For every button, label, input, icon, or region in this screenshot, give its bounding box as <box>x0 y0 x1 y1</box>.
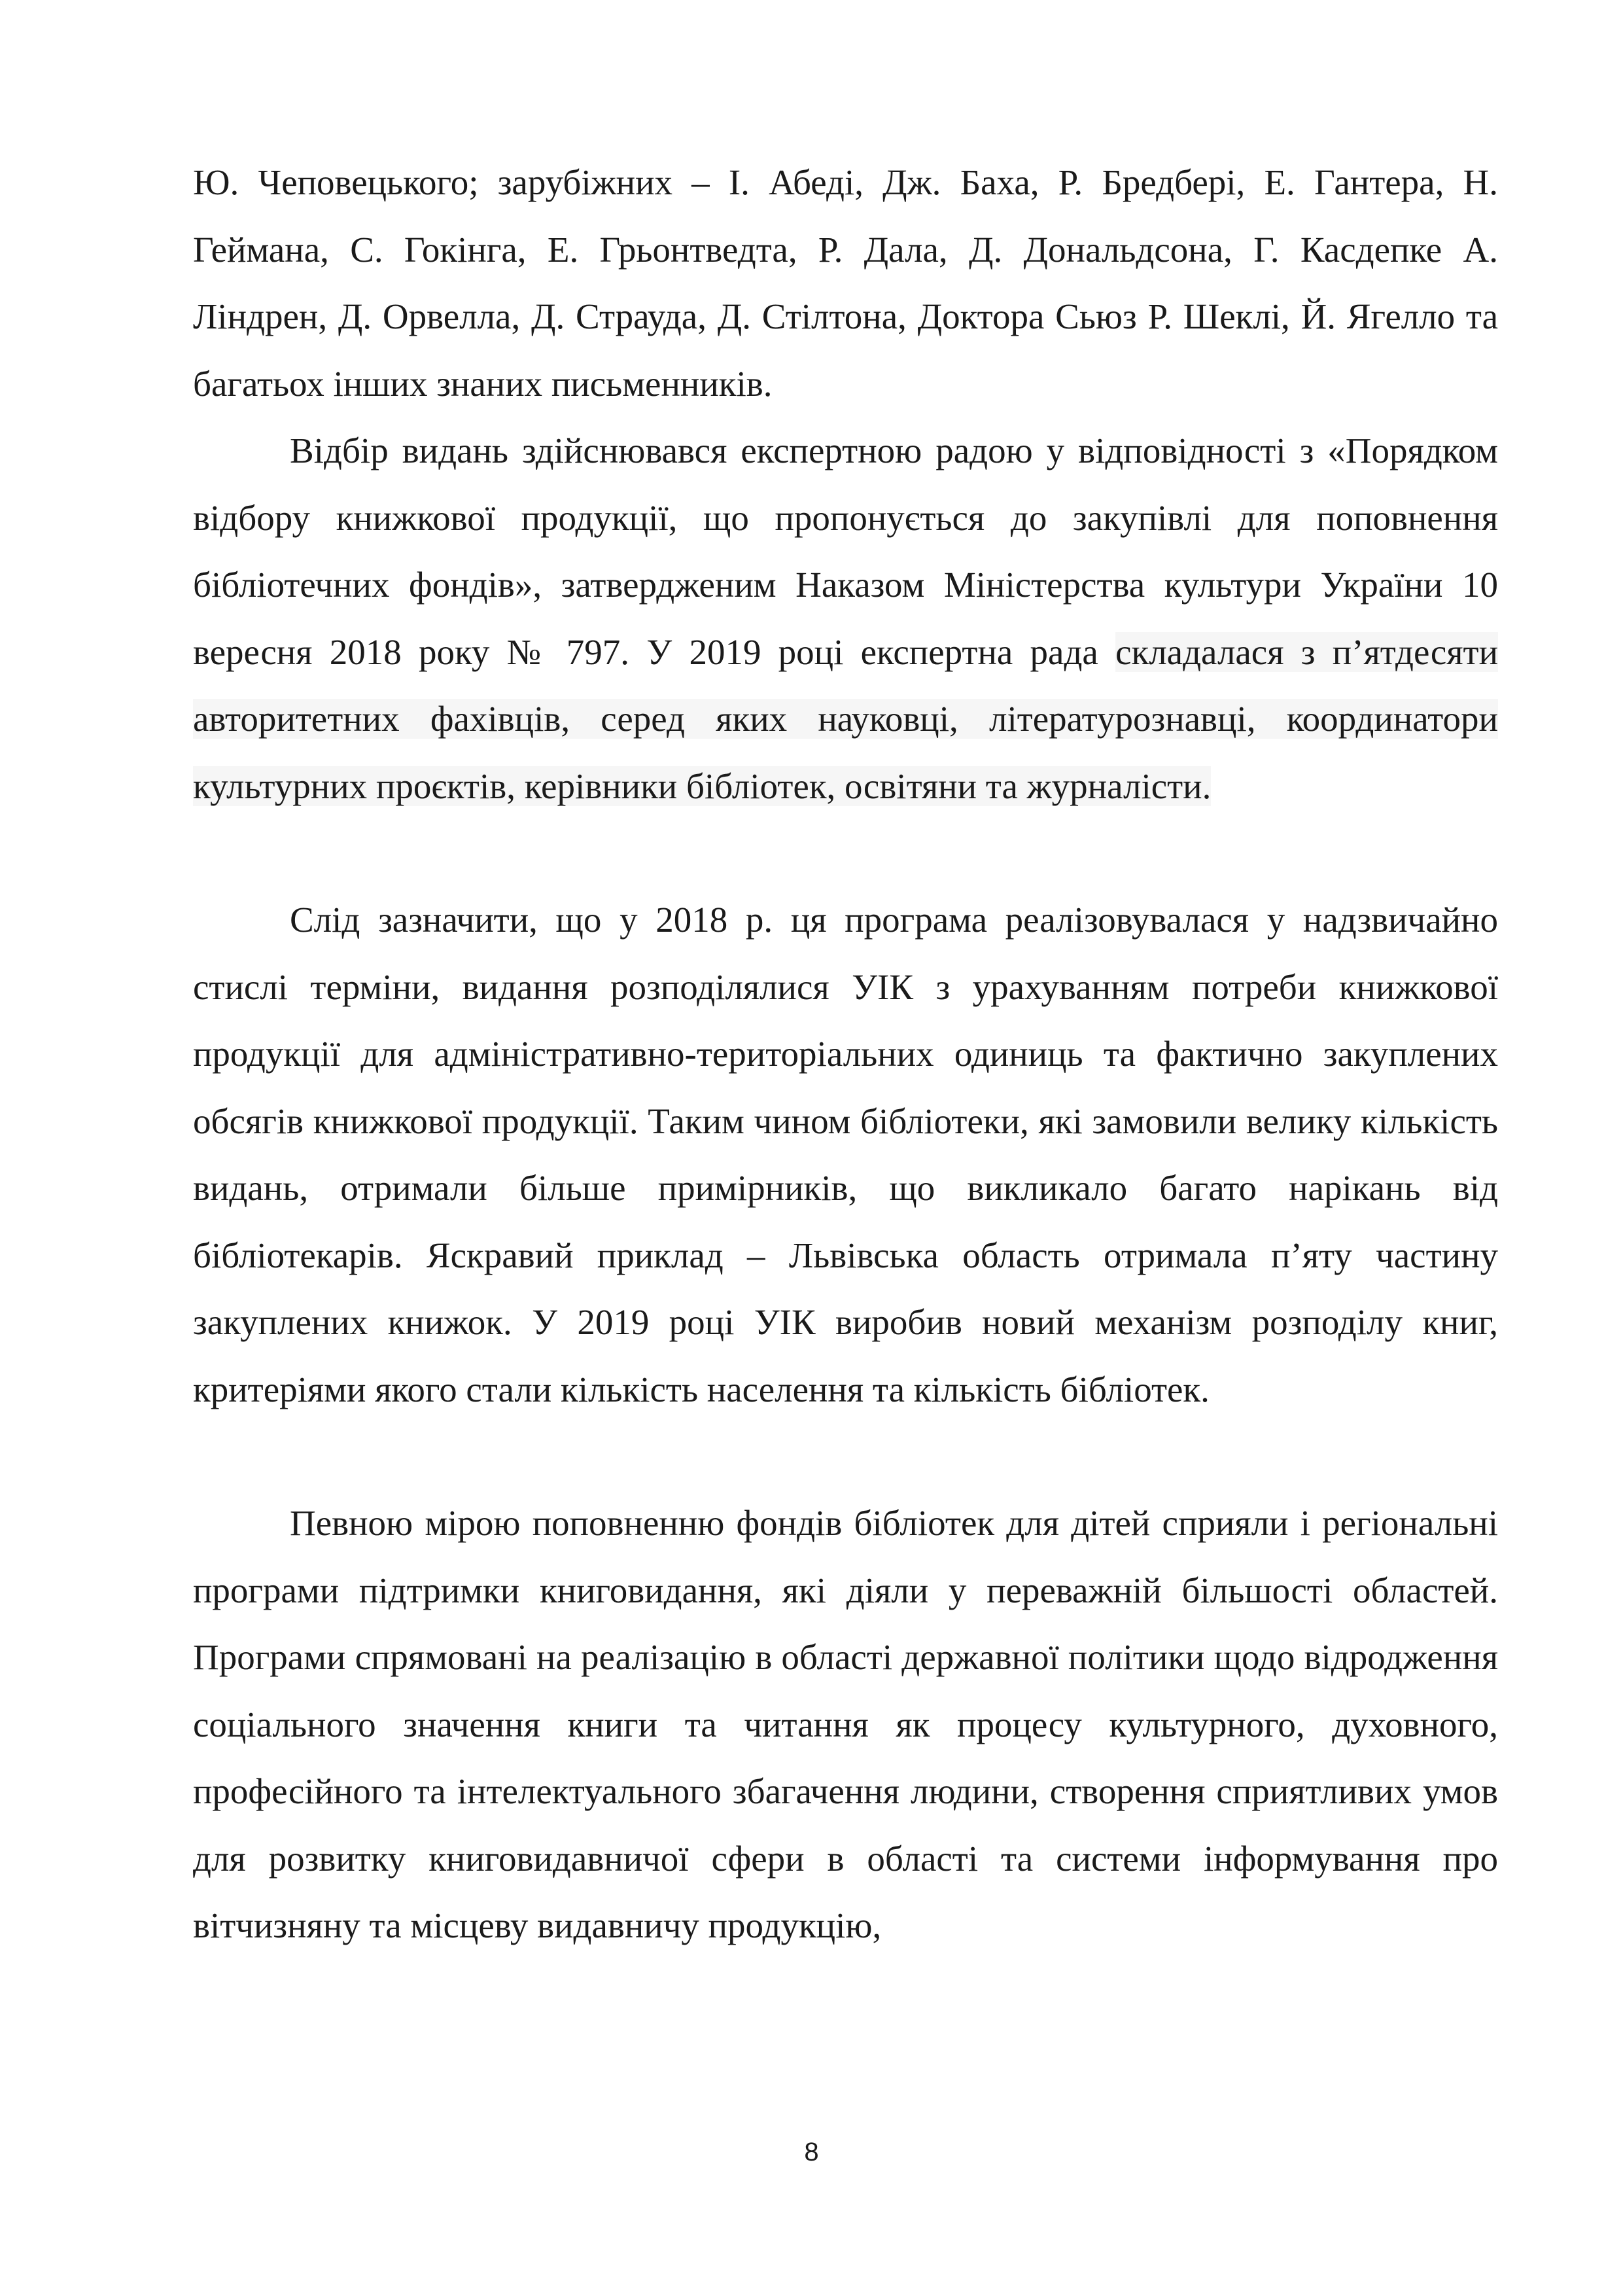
paragraph-regional-programs <box>193 1490 1498 1960</box>
paragraph-continuation <box>193 149 1498 417</box>
paragraph-text: Слід зазначити, що у 2018 р. ця програма реалізовувалася у надзвичайно стислі терміни, видання розподілялися УІК з урахуванням потреби книжкової продукції для адміністративно-територіальних одиниць та фактично закуплених обсягів книжкової продукції. Таким чином бібліотеки, які замовили велику кількість видань, отримали більше примірників, що викликало багато нарікань від бібліотекарів. Яскравий приклад – Львівська область отримала п’яту частину закуплених книжок. У 2019 році УІК виробив новий механізм розподілу книг, критеріями якого стали кількість населення та кількість бібліотек. <box>193 900 1498 1409</box>
page-number: 8 <box>804 2138 819 2166</box>
paragraph-text: Ю. Чеповецького; зарубіжних – І. Абеді, Дж. Баха, Р. Бредбері, Е. Гантера, Н. Геймана, С. Гокінга, Е. Грьонтведта, Р. Дала, Д. Дональдсона, Г. Касдепке А. Ліндрен, Д. Орвелла, Д. Страуда, Д. Стілтона, Доктора Сьюз Р. Шеклі, Й. Ягелло та багатьох інших знаних письменників. <box>193 162 1498 404</box>
highlighted-text: складалася з п’ятдесяти авторитетних фахівців, серед яких науковці, літературознавці, координатори культурних проєктів, керівники бібліотек, освітяни та журналісти. <box>193 631 1499 806</box>
paragraph-text: Відбір видань здійснювався експертною радою у відповідності з «Порядком відбору книжкової продукції, що пропонується до закупівлі для поповнення бібліотечних фондів», затвердженим Наказом Міністерства культури України 10 вересня 2018 року № 797. У 2019 році експертна рада <box>193 431 1498 672</box>
paragraph-program-2018 <box>193 887 1498 1423</box>
paragraph-text: Певною мірою поповненню фондів бібліотек для дітей сприяли і регіональні програми підтримки книговидання, які діяли у переважній більшості областей. Програми спрямовані на реалізацію в області державної політики щодо відродження соціального значення книги та читання як процесу культурного, духовного, професійного та інтелектуального збагачення людини, створення сприятливих умов для розвитку книговидавничої сфери в області та системи інформування про вітчизняну та місцеву видавничу продукцію, <box>193 1503 1498 1945</box>
body-text <box>193 149 1498 1960</box>
paragraph-expert-council <box>193 417 1498 820</box>
